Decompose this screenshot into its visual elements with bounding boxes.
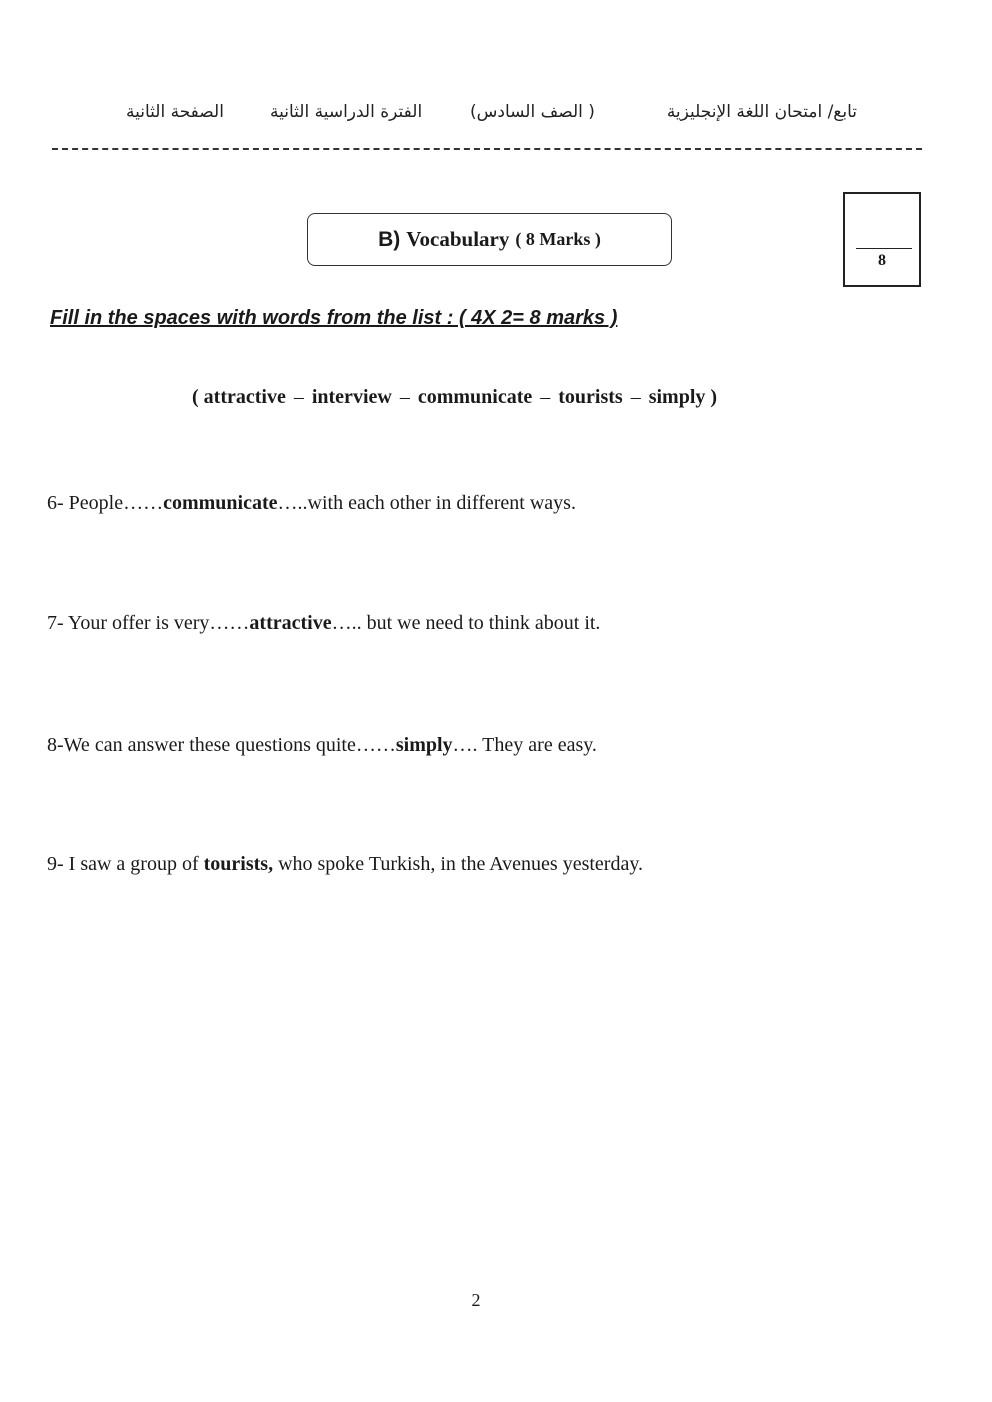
sentence-text: …..with each other in different ways. [277,492,576,514]
word-item: tourists [558,386,623,408]
section-title: Vocabulary [406,227,510,251]
sentence-8 [47,734,597,757]
sentence-text: ….. but we need to think about it. [331,612,601,634]
answer-word: attractive [249,612,332,634]
word-item: attractive [203,386,286,408]
sentence-text: 7- Your offer is very…… [47,612,250,634]
word-item: interview [311,386,392,408]
sentence-text: 6- People…… [47,492,164,514]
sentence-9 [47,853,643,876]
word-item: communicate [417,386,533,408]
score-total: 8 [878,252,886,269]
page-label: الصفحة الثانية [126,102,224,122]
header-divider [52,148,922,150]
sentence-text: 9- I saw a group of [47,853,204,875]
score-line [856,248,912,249]
section-title-box [307,213,672,266]
exam-title: تابع/ امتحان اللغة الإنجليزية [666,102,857,122]
sentence-text: …. They are easy. [452,734,597,756]
answer-word: simply [395,734,453,756]
word-list-close: ) [710,386,718,408]
sentence-6 [47,492,576,515]
score-box [843,192,921,287]
section-marks: ( 8 Marks ) [515,229,601,249]
sentence-text: 8-We can answer these questions quite…… [47,734,396,756]
word-list: ( attractive – interview – communicate – tourists – simply ) [192,386,718,408]
grade-label: ( الصف السادس) [470,102,595,122]
sentence-7 [47,612,600,635]
word-item: simply [648,386,706,408]
word-list-open: ( [192,386,199,408]
answer-word: tourists, [203,853,274,875]
answer-word: communicate [163,492,278,514]
section-letter: B) [378,227,401,251]
instruction-text: Fill in the spaces with words from the list : ( 4X 2= 8 marks ) [50,307,618,329]
sentence-text: who spoke Turkish, in the Avenues yesterday. [273,853,644,875]
page-number: 2 [471,1290,481,1310]
term-label: الفترة الدراسية الثانية [270,102,423,122]
